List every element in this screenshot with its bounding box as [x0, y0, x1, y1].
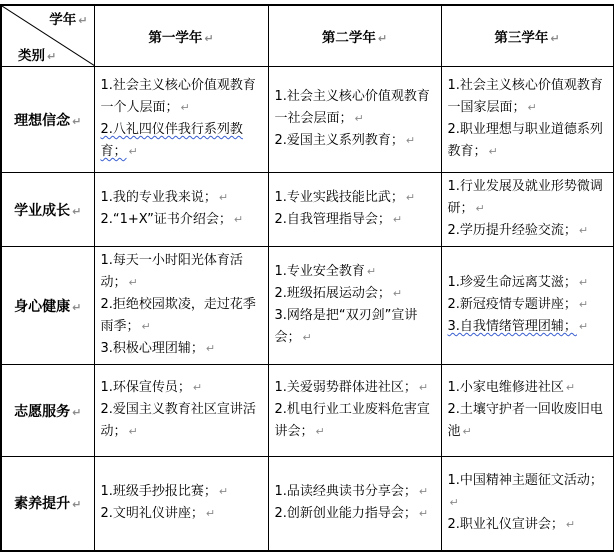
plan-cell [94, 457, 268, 551]
plan-item: 2.拒绝校园欺凌，走过花季雨季； ↵ [100, 297, 256, 334]
plan-item: 1.行业发展及就业形势微调研； ↵ [447, 179, 603, 216]
table-row [1, 67, 613, 173]
table-row [1, 457, 613, 551]
plan-item: 1.每天一小时阳光体育活动； ↵ [100, 253, 243, 290]
header-row [1, 5, 613, 67]
plan-cell [94, 173, 268, 247]
plan-cell [268, 173, 441, 247]
plan-item: 2.职业理想与职业道德系列教育； ↵ [447, 122, 603, 159]
plan-item: 2.职业礼仪宣讲会； ↵ [447, 516, 576, 532]
category-cell: 理想信念 ↵ [1, 67, 94, 173]
plan-item: 1.社会主义核心价值观教育一个人层面； ↵ [100, 78, 256, 115]
plan-cell [94, 67, 268, 173]
plan-item: 1.专业实践技能比武； ↵ [274, 190, 416, 205]
plan-item: 1.环保宣传员； ↵ [100, 380, 203, 395]
plan-cell [441, 247, 613, 365]
plan-item: 1.品读经典读书分享会； ↵ [274, 483, 429, 499]
table-row [1, 173, 613, 247]
plan-item: 3.网络是把“双刃剑”宣讲会； ↵ [274, 308, 418, 345]
plan-cell [268, 365, 441, 457]
plan-item: 1.社会主义核心价值观教育一社会层面； ↵ [274, 89, 430, 126]
plan-item: 2.爱国主义教育社区宣讲活动； ↵ [100, 402, 256, 439]
corner-year-label: 学年 ↵ [49, 12, 88, 28]
education-plan-table [0, 4, 614, 552]
table-row [1, 247, 613, 365]
plan-item: 2.新冠疫情专题讲座； ↵ [447, 297, 589, 312]
plan-cell [441, 365, 613, 457]
plan-cell [268, 457, 441, 551]
year-header-1: 第一学年 ↵ [94, 5, 268, 67]
year-header-3: 第三学年 ↵ [441, 5, 613, 67]
plan-item: 1.专业安全教育 ↵ [274, 264, 377, 279]
corner-header-cell [1, 5, 94, 67]
plan-cell [268, 247, 441, 365]
plan-item: 2.土壤守护者一回收废旧电池 ↵ [447, 402, 603, 439]
plan-cell [441, 457, 613, 551]
plan-item: 2.文明礼仪讲座； ↵ [100, 505, 216, 521]
plan-cell [441, 173, 613, 247]
plan-item: 3.积极心理团辅； ↵ [100, 341, 216, 356]
plan-item: 2.爱国主义系列教育； ↵ [274, 133, 416, 148]
plan-item: 2.学历提升经验交流； ↵ [447, 223, 589, 238]
plan-cell [94, 247, 268, 365]
category-cell: 素养提升 ↵ [1, 457, 94, 551]
plan-item: 2.创新创业能力指导会； ↵ [274, 505, 429, 521]
category-cell: 学业成长 ↵ [1, 173, 94, 247]
plan-item: 2.“1+X”证书介绍会； ↵ [100, 212, 244, 227]
year-header-2: 第二学年 ↵ [268, 5, 441, 67]
plan-item: 2.机电行业工业废料危害宣讲会； ↵ [274, 402, 430, 439]
plan-item: 2.八礼四仪伴我行系列教育； ↵ [100, 122, 243, 159]
plan-item: 1.小家电维修进社区 ↵ [447, 380, 576, 395]
plan-item: 1.中国精神主题征文活动；↵ [447, 472, 603, 509]
plan-cell [268, 67, 441, 173]
plan-cell [441, 67, 613, 173]
plan-item: 1.班级手抄报比赛； ↵ [100, 483, 229, 499]
plan-item: 2.自我管理指导会； ↵ [274, 212, 403, 227]
plan-cell [94, 365, 268, 457]
table-row [1, 365, 613, 457]
corner-category-label: 类别 ↵ [18, 48, 57, 64]
plan-item: 1.关爱弱势群体进社区； ↵ [274, 380, 429, 395]
plan-item: 3.自我情绪管理团辅； ↵ [447, 319, 589, 334]
plan-item: 1.社会主义核心价值观教育一国家层面； ↵ [447, 78, 603, 115]
plan-item: 1.珍爱生命远离艾滋； ↵ [447, 275, 589, 290]
category-cell: 身心健康 ↵ [1, 247, 94, 365]
plan-item: 1.我的专业我来说； ↵ [100, 190, 229, 205]
plan-item: 2.班级拓展运动会； ↵ [274, 286, 403, 301]
category-cell: 志愿服务 ↵ [1, 365, 94, 457]
